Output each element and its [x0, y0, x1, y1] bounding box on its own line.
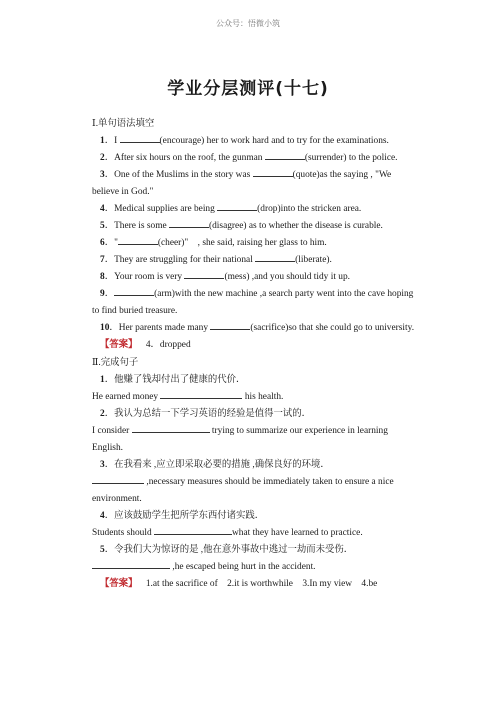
- question-text: ．After six hours on the roof, the gunman: [104, 153, 263, 163]
- answer-label: 【答案】: [100, 340, 138, 350]
- answer-text: 1.at the sacrifice of 2.it is worthwhile 3.In my view 4.be: [145, 579, 378, 589]
- header-note: 公众号：悟微小筑: [216, 19, 280, 28]
- answer-blank[interactable]: [92, 559, 170, 569]
- question-text: ．Her parents made many: [109, 323, 209, 333]
- question-3-continued: believe in God.": [92, 187, 154, 197]
- sentence-2-chinese: [92, 406, 410, 423]
- sentence-1-chinese: [92, 372, 410, 389]
- english-text: I consider: [92, 426, 130, 436]
- question-number: 1: [100, 375, 105, 385]
- chinese-prompt: ．我认为总结一下学习英语的经验是值得一试的．: [104, 409, 311, 419]
- english-text: ,he escaped being hurt in the accident.: [172, 562, 316, 572]
- document-body: [92, 116, 415, 593]
- question-number: 4: [100, 511, 105, 521]
- chinese-prompt: ．他赚了钱却付出了健康的代价．: [104, 375, 246, 385]
- question-text: (surrender) to the police.: [304, 153, 398, 163]
- sentence-4-chinese: [92, 508, 410, 525]
- question-9-continued: to find buried treasure.: [92, 306, 178, 316]
- sentence-5-chinese: [92, 542, 410, 559]
- question-7: [92, 252, 410, 269]
- section-heading-grammar: Ⅰ.单句语法填空: [92, 119, 155, 129]
- answer-blank[interactable]: [118, 235, 158, 245]
- chinese-prompt: ．应该鼓励学生把所学东西付诸实践．: [104, 511, 265, 521]
- answer-blank[interactable]: [210, 320, 250, 330]
- english-text: ,necessary measures should be immediately taken to ensure a nice: [146, 477, 394, 487]
- answer-blank[interactable]: [265, 150, 305, 160]
- question-number: 9: [100, 289, 105, 299]
- answer-blank[interactable]: [132, 423, 210, 433]
- question-number: 1: [100, 136, 105, 146]
- question-text: (cheer)" , she said, raising her glass to him.: [157, 238, 327, 248]
- question-4: [92, 201, 410, 218]
- question-number: 3: [100, 460, 105, 470]
- question-number: 5: [100, 221, 105, 231]
- answer-blank[interactable]: [154, 525, 232, 535]
- question-5: [92, 218, 410, 235]
- section-heading-sentences: Ⅱ.完成句子: [92, 358, 139, 368]
- question-number: 2: [100, 409, 105, 419]
- sentence-5-english: [92, 559, 410, 576]
- question-text: ．: [104, 289, 115, 299]
- question-text: ．There is some: [104, 221, 167, 231]
- answer-blank[interactable]: [120, 133, 160, 143]
- question-text: (mess) ,and you should tidy it up.: [224, 272, 350, 282]
- answer-blank[interactable]: [169, 218, 209, 228]
- english-text: trying to summarize our experience in learning: [211, 426, 388, 436]
- page-title: 学业分层测评(十七): [167, 79, 329, 99]
- question-text: ．They are struggling for their national: [104, 255, 253, 265]
- sentence-3-english: [92, 474, 410, 491]
- question-number: 4: [100, 204, 105, 214]
- question-text: ．Medical supplies are being: [104, 204, 215, 214]
- english-text: his health.: [244, 392, 284, 402]
- chinese-prompt: ．在我看来 ,应立即采取必要的措施 ,确保良好的环境．: [104, 460, 330, 470]
- answer-blank[interactable]: [253, 167, 293, 177]
- sentence-3-continued: environment.: [92, 494, 142, 504]
- sentence-2-continued: English.: [92, 443, 123, 453]
- answer-blank[interactable]: [160, 389, 242, 399]
- answer-key-sentences: [92, 576, 410, 593]
- question-10: [92, 320, 415, 337]
- answer-blank[interactable]: [114, 286, 154, 296]
- sentence-2-english: [92, 423, 410, 440]
- question-number: 10: [100, 323, 110, 333]
- answer-label: 【答案】: [100, 579, 138, 589]
- question-text: ．Your room is very: [104, 272, 183, 282]
- question-3: [92, 167, 410, 184]
- question-text: (disagree) as to whether the disease is curable.: [209, 221, 383, 231]
- answer-blank[interactable]: [92, 474, 144, 484]
- english-text: what they have learned to practice.: [232, 528, 363, 538]
- english-text: Students should: [92, 528, 152, 538]
- question-text: (drop)into the stricken area.: [257, 204, 362, 214]
- sentence-3-chinese: [92, 457, 410, 474]
- answer-blank[interactable]: [255, 252, 295, 262]
- question-number: 6: [100, 238, 105, 248]
- question-6: [92, 235, 410, 252]
- sentence-4-english: [92, 525, 410, 542]
- question-text: ．": [104, 238, 118, 248]
- question-text: (quote)as the saying , "We: [292, 170, 392, 180]
- question-number: 5: [100, 545, 105, 555]
- question-text: (encourage) her to work hard and to try for the examinations.: [159, 136, 389, 146]
- question-1: [92, 133, 410, 150]
- question-text: ．I: [104, 136, 118, 146]
- question-8: [92, 269, 410, 286]
- answer-blank[interactable]: [184, 269, 224, 279]
- answer-text: 4．dropped: [145, 340, 191, 350]
- question-9: [92, 286, 414, 303]
- answer-blank[interactable]: [217, 201, 257, 211]
- sentence-1-english: [92, 389, 410, 406]
- answer-key-grammar: [92, 337, 410, 354]
- question-number: 2: [100, 153, 105, 163]
- question-number: 7: [100, 255, 105, 265]
- question-number: 3: [100, 170, 105, 180]
- english-text: He earned money: [92, 392, 159, 402]
- question-2: [92, 150, 410, 167]
- question-text: (liberate).: [295, 255, 332, 265]
- question-text: (sacrifice)so that she could go to university.: [250, 323, 415, 333]
- question-number: 8: [100, 272, 105, 282]
- chinese-prompt: ．令我们大为惊讶的是 ,他在意外事故中逃过一劫而未受伤．: [104, 545, 354, 555]
- question-text: ．One of the Muslims in the story was: [104, 170, 251, 180]
- question-text: (arm)with the new machine ,a search party went into the cave hoping: [154, 289, 414, 299]
